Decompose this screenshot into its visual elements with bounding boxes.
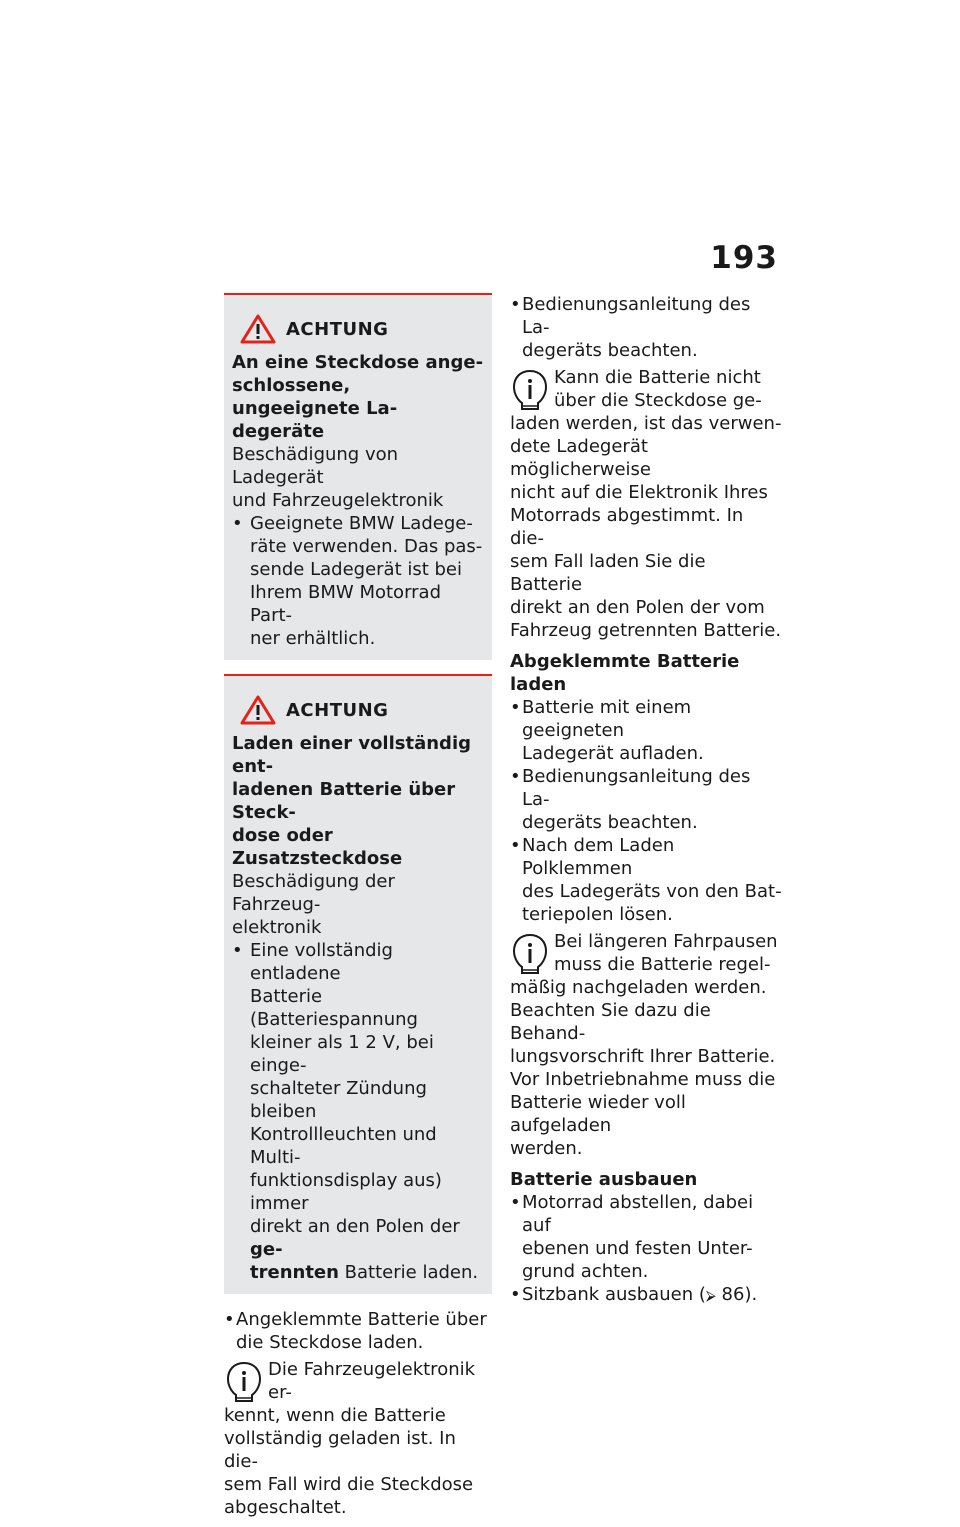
step-list [510,1191,782,1308]
page-number: 193 [710,240,778,276]
step-line: teriepolen lösen. [522,904,673,925]
warning-bullet-list [232,939,484,1284]
section-heading: Batterie ausbauen [510,1169,698,1190]
step-line: Ladegerät aufladen. [522,743,704,764]
warning-title-line: schlossene, ungeeignete La- [232,375,398,419]
bullet-line: funktionsdisplay aus) immer [250,1170,442,1214]
note-line: abgeschaltet. [224,1497,347,1518]
step-list [510,696,782,926]
step-text: ). [744,1284,758,1305]
bullet-emphasis: trennten [250,1262,339,1283]
step-item [510,1283,782,1308]
warning-title-line: Laden einer vollständig ent- [232,733,471,777]
note-line: sem Fall laden Sie die Batterie [510,551,706,595]
warning-text-line: und Fahrzeugelektronik [232,490,444,511]
warning-title-line: degeräte [232,421,325,442]
step-line: • Angeklemmte Batterie über [236,1309,487,1330]
bullet-line: Kontrollleuchten und Multi- [250,1124,437,1168]
step-item [510,293,782,362]
warning-title-line: ladenen Batterie über Steck- [232,779,456,823]
warning-label: ACHTUNG [286,699,389,721]
warning-label: ACHTUNG [286,318,389,340]
warning-title-line: dose oder Zusatzsteckdose [232,825,403,869]
note-line: Vor Inbetriebnahme muss die [510,1069,776,1090]
step-item [510,765,782,834]
warning-text [232,443,484,512]
step-line: degeräts beachten. [522,812,698,833]
warning-text [232,870,484,939]
bullet-line: sende Ladegerät ist bei [250,559,463,580]
step-line: ebenen und festen Unter- [522,1238,753,1259]
note-line: kennt, wenn die Batterie [224,1405,446,1426]
warning-bullet-item [232,512,484,650]
info-icon [510,368,550,412]
note-line: Batterie wieder voll aufgeladen [510,1092,686,1136]
bullet-text: Batterie laden. [338,1262,479,1283]
warning-triangle-icon [240,695,276,725]
warning-header [240,313,484,345]
step-line: • Bedienungsanleitung des La- [522,294,751,338]
warning-title [232,732,484,870]
step-item [510,834,782,926]
warning-text-line: Beschädigung von Ladegerät [232,444,399,488]
note-line: laden werden, ist das verwen- [510,413,782,434]
bullet-line: räte verwenden. Das pas- [250,536,483,557]
note-line: nicht auf die Elektronik Ihres [510,482,768,503]
warning-title-line: An eine Steckdose ange- [232,352,484,373]
bullet-line: Batterie (Batteriespannung [250,986,418,1030]
note-line: direkt an den Polen der vom [510,597,765,618]
step-line: • Batterie mit einem geeigneten [522,697,692,741]
note-line: Die Fahrzeugelektronik er- [268,1359,476,1403]
note-line: Kann die Batterie nicht [554,367,761,388]
right-column [510,293,782,1308]
step-list [510,293,782,362]
step-line: degeräts beachten. [522,340,698,361]
warning-header [240,694,484,726]
note-line: vollständig geladen ist. In die- [224,1428,456,1472]
warning-box-charger [224,293,492,660]
step-line: des Ladegeräts von den Bat- [522,881,782,902]
note-line: Fahrzeug getrennten Batterie. [510,620,782,641]
warning-title [232,351,484,443]
warning-text-line: elektronik [232,917,322,938]
note-line: Beachten Sie dazu die Behand- [510,1000,711,1044]
bullet-line: • Eine vollständig entladene [250,940,393,984]
bullet-emphasis: ge- [250,1239,283,1260]
note-line: Bei längeren Fahrpausen [554,931,778,952]
step-item [224,1308,492,1354]
bullet-line: Ihrem BMW Motorrad Part- [250,582,442,626]
bullet-line: kleiner als 1 2 V, bei einge- [250,1032,434,1076]
warning-bullet-item [232,939,484,1284]
step-item [510,1191,782,1283]
step-line: die Steckdose laden. [236,1332,424,1353]
bullet-line [250,1215,484,1261]
info-note [510,366,782,642]
step-line: grund achten. [522,1261,649,1282]
page-reference-link[interactable]: 86 [721,1284,745,1305]
info-note [224,1358,492,1519]
bullet-line [250,1261,484,1284]
note-line: dete Ladegerät möglicherweise [510,436,652,480]
step-list [224,1308,492,1354]
bullet-line: • Geeignete BMW Ladege- [250,513,473,534]
note-line: muss die Batterie regel- [554,954,771,975]
step-line: • Bedienungsanleitung des La- [522,766,751,810]
info-icon [510,932,550,976]
warning-text-line: Beschädigung der Fahrzeug- [232,871,395,915]
section-heading: Abgeklemmte Batterie laden [510,651,740,695]
warning-bullet-list [232,512,484,650]
bullet-text: direkt an den Polen der [250,1216,460,1237]
bullet-line: ner erhältlich. [250,628,376,649]
note-line: lungsvorschrift Ihrer Batterie. [510,1046,776,1067]
step-item [510,696,782,765]
note-line: werden. [510,1138,583,1159]
note-line: mäßig nachgeladen werden. [510,977,767,998]
note-line: Motorrads abgestimmt. In die- [510,505,744,549]
step-line: • Nach dem Laden Polklemmen [522,835,675,879]
bullet-line: schalteter Zündung bleiben [250,1078,427,1122]
info-note [510,930,782,1160]
note-line: über die Steckdose ge- [554,390,762,411]
info-icon [224,1360,264,1404]
note-line: sem Fall wird die Steckdose [224,1474,474,1495]
warning-triangle-icon [240,314,276,344]
left-column [224,293,492,1527]
step-line: • Motorrad abstellen, dabei auf [522,1192,754,1236]
step-text: Sitzbank ausbauen ( [522,1284,706,1305]
warning-box-discharged-battery [224,674,492,1294]
page-reference-arrow-icon[interactable]: ⮚ [705,1288,716,1304]
